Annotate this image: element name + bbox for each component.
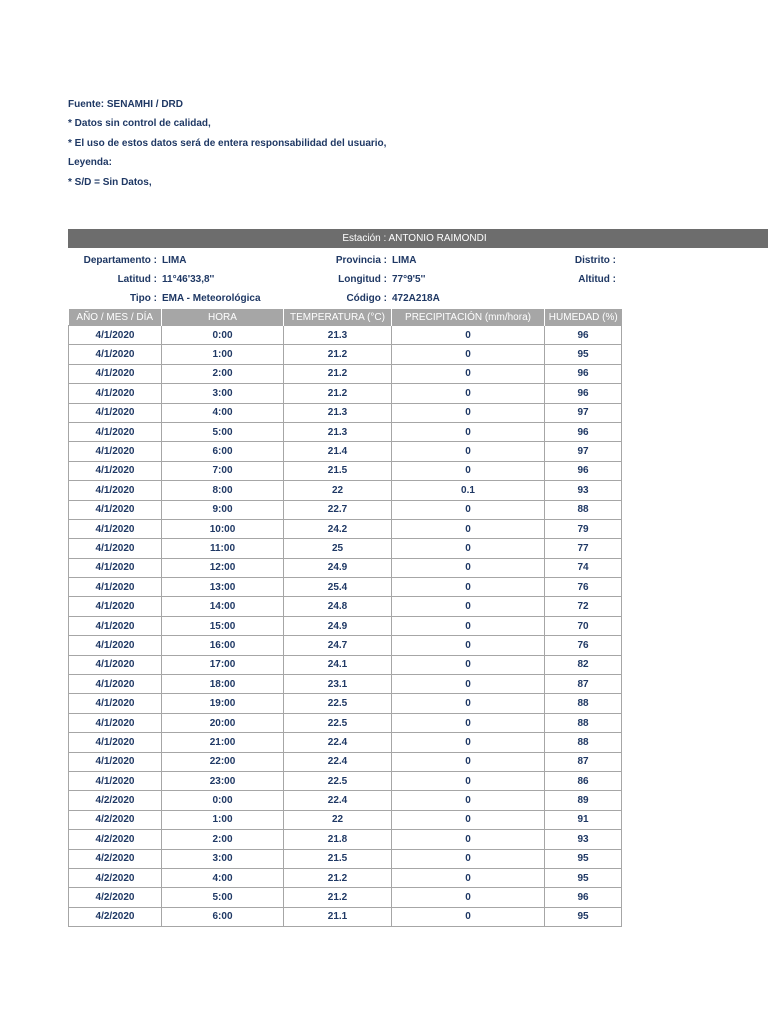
- humidity-cell: 79: [545, 519, 622, 538]
- precipitation-cell: 0: [392, 849, 545, 868]
- source-note: Fuente: SENAMHI / DRD: [68, 99, 183, 110]
- tipo-label: Tipo :: [129, 293, 157, 304]
- date-cell: 4/1/2020: [69, 500, 162, 519]
- temperature-cell: 25: [284, 539, 392, 558]
- humidity-cell: 89: [545, 791, 622, 810]
- humidity-cell: 95: [545, 345, 622, 364]
- table-row: [69, 326, 622, 345]
- humidity-cell: 96: [545, 888, 622, 907]
- temperature-cell: 21.2: [284, 888, 392, 907]
- temperature-cell: 24.1: [284, 655, 392, 674]
- humidity-cell: 96: [545, 384, 622, 403]
- temperature-cell: 22.4: [284, 791, 392, 810]
- date-cell: 4/1/2020: [69, 345, 162, 364]
- precipitation-cell: 0: [392, 403, 545, 422]
- precipitation-cell: 0: [392, 500, 545, 519]
- column-header-temperature: TEMPERATURA (°C): [284, 309, 392, 326]
- temperature-cell: 22: [284, 481, 392, 500]
- date-cell: 4/1/2020: [69, 442, 162, 461]
- date-cell: 4/1/2020: [69, 636, 162, 655]
- departamento-value: LIMA: [162, 255, 187, 266]
- precipitation-cell: 0.1: [392, 481, 545, 500]
- hour-cell: 21:00: [162, 733, 284, 752]
- hour-cell: 10:00: [162, 519, 284, 538]
- temperature-cell: 21.2: [284, 868, 392, 887]
- notes-block: [68, 99, 386, 196]
- hour-cell: 6:00: [162, 442, 284, 461]
- table-header-row: [69, 309, 622, 326]
- hour-cell: 13:00: [162, 578, 284, 597]
- precipitation-cell: 0: [392, 519, 545, 538]
- table-row: [69, 364, 622, 383]
- table-row: [69, 539, 622, 558]
- date-cell: 4/1/2020: [69, 558, 162, 577]
- humidity-cell: 88: [545, 500, 622, 519]
- table-row: [69, 461, 622, 480]
- table-row: [69, 907, 622, 926]
- date-cell: 4/1/2020: [69, 326, 162, 345]
- date-cell: 4/1/2020: [69, 733, 162, 752]
- tipo-value: EMA - Meteorológica: [162, 293, 261, 304]
- table-body: [69, 326, 622, 927]
- humidity-cell: 70: [545, 616, 622, 635]
- table-row: [69, 655, 622, 674]
- precipitation-cell: 0: [392, 461, 545, 480]
- distrito-label: Distrito :: [574, 255, 616, 266]
- date-cell: 4/1/2020: [69, 422, 162, 441]
- table-row: [69, 500, 622, 519]
- temperature-cell: 22.5: [284, 694, 392, 713]
- date-cell: 4/1/2020: [69, 713, 162, 732]
- column-header-humidity: HUMEDAD (%): [545, 309, 622, 326]
- table-row: [69, 849, 622, 868]
- quality-note: * Datos sin control de calidad,: [68, 118, 211, 130]
- table-row: [69, 810, 622, 829]
- date-cell: 4/1/2020: [69, 539, 162, 558]
- humidity-cell: 91: [545, 810, 622, 829]
- humidity-cell: 76: [545, 578, 622, 597]
- date-cell: 4/1/2020: [69, 578, 162, 597]
- temperature-cell: 23.1: [284, 675, 392, 694]
- humidity-cell: 72: [545, 597, 622, 616]
- hour-cell: 2:00: [162, 830, 284, 849]
- humidity-cell: 96: [545, 364, 622, 383]
- precipitation-cell: 0: [392, 326, 545, 345]
- hour-cell: 16:00: [162, 636, 284, 655]
- table-row: [69, 345, 622, 364]
- legend-sd-note: * S/D = Sin Datos,: [68, 176, 152, 188]
- humidity-cell: 97: [545, 442, 622, 461]
- codigo-value: 472A218A: [392, 293, 440, 304]
- responsibility-note: * El uso de estos datos será de entera responsabilidad del usuario,: [68, 137, 387, 149]
- temperature-cell: 25.4: [284, 578, 392, 597]
- temperature-cell: 22.5: [284, 713, 392, 732]
- temperature-cell: 21.3: [284, 422, 392, 441]
- humidity-cell: 82: [545, 655, 622, 674]
- precipitation-cell: 0: [392, 810, 545, 829]
- humidity-cell: 93: [545, 830, 622, 849]
- table-row: [69, 636, 622, 655]
- temperature-cell: 21.5: [284, 849, 392, 868]
- hour-cell: 19:00: [162, 694, 284, 713]
- temperature-cell: 21.2: [284, 345, 392, 364]
- humidity-cell: 88: [545, 713, 622, 732]
- table-row: [69, 868, 622, 887]
- table-row: [69, 558, 622, 577]
- table-row: [69, 422, 622, 441]
- precipitation-cell: 0: [392, 771, 545, 790]
- hour-cell: 11:00: [162, 539, 284, 558]
- date-cell: 4/1/2020: [69, 616, 162, 635]
- hour-cell: 1:00: [162, 345, 284, 364]
- date-cell: 4/1/2020: [69, 403, 162, 422]
- table-row: [69, 675, 622, 694]
- temperature-cell: 24.9: [284, 616, 392, 635]
- hour-cell: 3:00: [162, 849, 284, 868]
- precipitation-cell: 0: [392, 558, 545, 577]
- date-cell: 4/1/2020: [69, 364, 162, 383]
- table-row: [69, 384, 622, 403]
- temperature-cell: 21.4: [284, 442, 392, 461]
- table-row: [69, 888, 622, 907]
- provincia-value: LIMA: [392, 255, 417, 266]
- precipitation-cell: 0: [392, 364, 545, 383]
- hour-cell: 0:00: [162, 791, 284, 810]
- table-row: [69, 830, 622, 849]
- table-row: [69, 694, 622, 713]
- codigo-label: Código :: [346, 293, 387, 304]
- date-cell: 4/1/2020: [69, 481, 162, 500]
- table-row: [69, 752, 622, 771]
- hour-cell: 5:00: [162, 422, 284, 441]
- temperature-cell: 21.1: [284, 907, 392, 926]
- legend-label: Leyenda:: [68, 157, 112, 169]
- precipitation-cell: 0: [392, 791, 545, 810]
- hour-cell: 17:00: [162, 655, 284, 674]
- temperature-cell: 21.8: [284, 830, 392, 849]
- precipitation-cell: 0: [392, 675, 545, 694]
- column-header-hour: HORA: [162, 309, 284, 326]
- column-header-date: AÑO / MES / DÍA: [69, 309, 162, 326]
- temperature-cell: 21.3: [284, 403, 392, 422]
- table-row: [69, 733, 622, 752]
- station-title-bar: [68, 229, 768, 248]
- hour-cell: 4:00: [162, 868, 284, 887]
- temperature-cell: 24.7: [284, 636, 392, 655]
- hour-cell: 14:00: [162, 597, 284, 616]
- humidity-cell: 86: [545, 771, 622, 790]
- hour-cell: 0:00: [162, 326, 284, 345]
- precipitation-cell: 0: [392, 830, 545, 849]
- table-row: [69, 403, 622, 422]
- hour-cell: 5:00: [162, 888, 284, 907]
- precipitation-cell: 0: [392, 539, 545, 558]
- date-cell: 4/1/2020: [69, 675, 162, 694]
- humidity-cell: 88: [545, 733, 622, 752]
- precipitation-cell: 0: [392, 752, 545, 771]
- humidity-cell: 87: [545, 675, 622, 694]
- temperature-cell: 22: [284, 810, 392, 829]
- precipitation-cell: 0: [392, 888, 545, 907]
- humidity-cell: 97: [545, 403, 622, 422]
- latitud-label: Latitud :: [117, 274, 157, 285]
- latitud-value: 11°46'33,8'': [162, 274, 215, 285]
- temperature-cell: 22.4: [284, 752, 392, 771]
- temperature-cell: 22.5: [284, 771, 392, 790]
- temperature-cell: 21.5: [284, 461, 392, 480]
- hour-cell: 20:00: [162, 713, 284, 732]
- weather-data-table: [68, 309, 622, 927]
- precipitation-cell: 0: [392, 713, 545, 732]
- date-cell: 4/1/2020: [69, 752, 162, 771]
- humidity-cell: 87: [545, 752, 622, 771]
- hour-cell: 23:00: [162, 771, 284, 790]
- table-row: [69, 481, 622, 500]
- date-cell: 4/1/2020: [69, 519, 162, 538]
- date-cell: 4/1/2020: [69, 655, 162, 674]
- date-cell: 4/1/2020: [69, 597, 162, 616]
- date-cell: 4/1/2020: [69, 384, 162, 403]
- precipitation-cell: 0: [392, 578, 545, 597]
- humidity-cell: 74: [545, 558, 622, 577]
- precipitation-cell: 0: [392, 636, 545, 655]
- longitud-label: Longitud :: [338, 274, 387, 285]
- precipitation-cell: 0: [392, 733, 545, 752]
- humidity-cell: 96: [545, 326, 622, 345]
- date-cell: 4/2/2020: [69, 849, 162, 868]
- table-row: [69, 578, 622, 597]
- date-cell: 4/2/2020: [69, 791, 162, 810]
- temperature-cell: 21.2: [284, 384, 392, 403]
- provincia-label: Provincia :: [335, 255, 387, 266]
- longitud-value: 77°9'5'': [392, 274, 426, 285]
- hour-cell: 2:00: [162, 364, 284, 383]
- hour-cell: 15:00: [162, 616, 284, 635]
- table-row: [69, 519, 622, 538]
- departamento-label: Departamento :: [83, 255, 157, 266]
- date-cell: 4/2/2020: [69, 868, 162, 887]
- table-row: [69, 713, 622, 732]
- table-row: [69, 597, 622, 616]
- humidity-cell: 96: [545, 461, 622, 480]
- hour-cell: 12:00: [162, 558, 284, 577]
- station-title: Estación : ANTONIO RAIMONDI: [342, 233, 487, 244]
- table-row: [69, 771, 622, 790]
- date-cell: 4/2/2020: [69, 830, 162, 849]
- precipitation-cell: 0: [392, 868, 545, 887]
- temperature-cell: 24.2: [284, 519, 392, 538]
- table-row: [69, 791, 622, 810]
- precipitation-cell: 0: [392, 345, 545, 364]
- humidity-cell: 96: [545, 422, 622, 441]
- temperature-cell: 24.8: [284, 597, 392, 616]
- precipitation-cell: 0: [392, 616, 545, 635]
- humidity-cell: 88: [545, 694, 622, 713]
- temperature-cell: 21.2: [284, 364, 392, 383]
- humidity-cell: 76: [545, 636, 622, 655]
- table-row: [69, 442, 622, 461]
- precipitation-cell: 0: [392, 442, 545, 461]
- hour-cell: 9:00: [162, 500, 284, 519]
- humidity-cell: 93: [545, 481, 622, 500]
- column-header-precipitation: PRECIPITACIÓN (mm/hora): [392, 309, 545, 326]
- hour-cell: 4:00: [162, 403, 284, 422]
- hour-cell: 3:00: [162, 384, 284, 403]
- humidity-cell: 77: [545, 539, 622, 558]
- hour-cell: 8:00: [162, 481, 284, 500]
- temperature-cell: 22.4: [284, 733, 392, 752]
- hour-cell: 18:00: [162, 675, 284, 694]
- date-cell: 4/2/2020: [69, 907, 162, 926]
- date-cell: 4/2/2020: [69, 810, 162, 829]
- humidity-cell: 95: [545, 868, 622, 887]
- altitud-label: Altitud :: [578, 274, 616, 285]
- date-cell: 4/2/2020: [69, 888, 162, 907]
- humidity-cell: 95: [545, 849, 622, 868]
- hour-cell: 7:00: [162, 461, 284, 480]
- hour-cell: 1:00: [162, 810, 284, 829]
- precipitation-cell: 0: [392, 655, 545, 674]
- temperature-cell: 22.7: [284, 500, 392, 519]
- precipitation-cell: 0: [392, 384, 545, 403]
- temperature-cell: 21.3: [284, 326, 392, 345]
- hour-cell: 6:00: [162, 907, 284, 926]
- date-cell: 4/1/2020: [69, 771, 162, 790]
- precipitation-cell: 0: [392, 907, 545, 926]
- humidity-cell: 95: [545, 907, 622, 926]
- temperature-cell: 24.9: [284, 558, 392, 577]
- precipitation-cell: 0: [392, 422, 545, 441]
- date-cell: 4/1/2020: [69, 694, 162, 713]
- precipitation-cell: 0: [392, 694, 545, 713]
- table-row: [69, 616, 622, 635]
- date-cell: 4/1/2020: [69, 461, 162, 480]
- hour-cell: 22:00: [162, 752, 284, 771]
- precipitation-cell: 0: [392, 597, 545, 616]
